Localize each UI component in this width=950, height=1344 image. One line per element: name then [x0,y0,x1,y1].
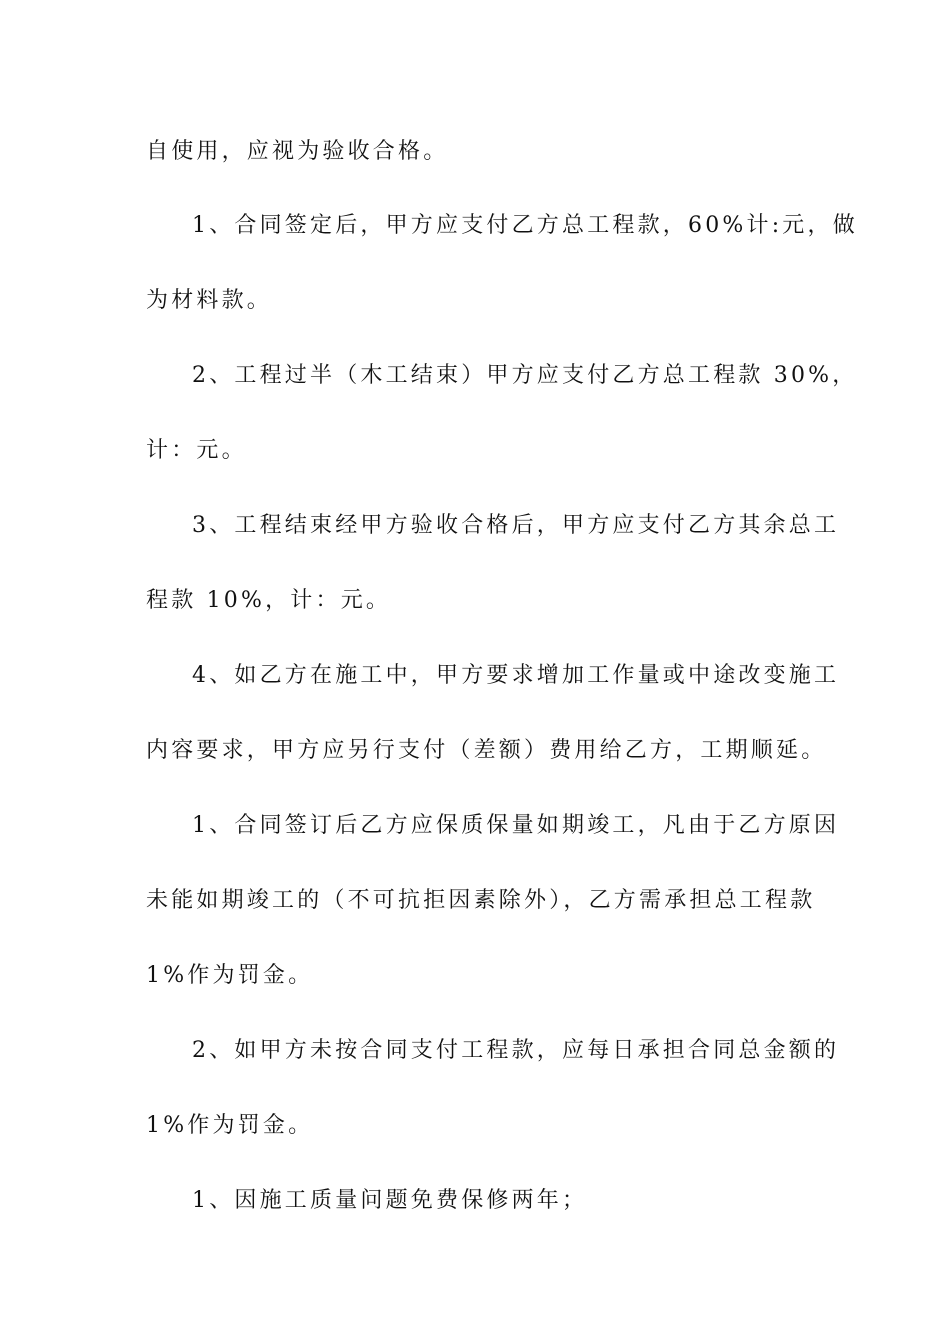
text-line: 为材料款。 [146,288,273,313]
text-line: 1、合同签订后乙方应保质保量如期竣工，凡由于乙方原因 [192,813,840,838]
text-line: 1、因施工质量问题免费保修两年； [192,1188,588,1213]
text-line: 计：元。 [146,438,247,463]
text-line: 自使用，应视为验收合格。 [146,139,449,164]
text-line: 1%作为罚金。 [146,1113,314,1138]
text-line: 1%作为罚金。 [146,963,314,988]
text-line: 4、如乙方在施工中，甲方要求增加工作量或中途改变施工 [192,663,840,688]
text-line: 3、工程结束经甲方验收合格后，甲方应支付乙方其余总工 [192,513,840,538]
text-line: 程款 10%，计：元。 [146,588,392,613]
text-line: 内容要求，甲方应另行支付（差额）费用给乙方，工期顺延。 [146,738,827,763]
text-line: 2、如甲方未按合同支付工程款，应每日承担合同总金额的 [192,1038,840,1063]
text-line: 2、工程过半（木工结束）甲方应支付乙方总工程款 30%， [192,363,858,388]
text-line: 1、合同签定后，甲方应支付乙方总工程款，60%计:元，做 [192,213,858,238]
text-line: 未能如期竣工的（不可抗拒因素除外），乙方需承担总工程款 [146,888,816,913]
